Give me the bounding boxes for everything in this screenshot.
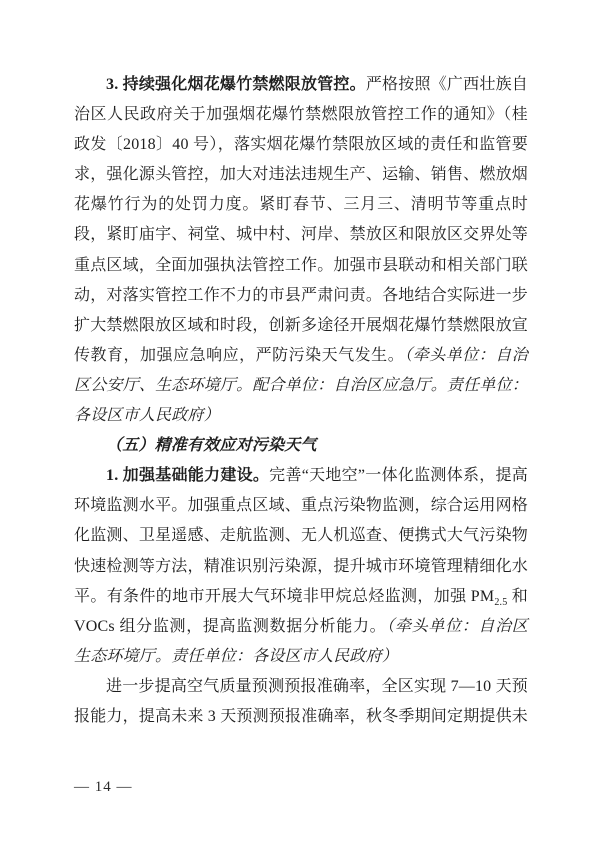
paragraph-forecast-accuracy: 进一步提高空气质量预测预报准确率，全区实现 7—10 天预报能力，提高未来 3 天预测预报准确率，秋冬季期间定期提供未 (74, 677, 529, 725)
page-number: — 14 — (74, 779, 133, 795)
document-body (74, 70, 528, 732)
paragraph-fireworks-units-annotation: （牵头单位：自治区公安厅、生态环境厅。配合单位：自治区应急厅。责任单位：各设区市人民政府） (74, 346, 528, 425)
paragraph-fireworks-control (74, 70, 528, 431)
paragraph-capacity-building (74, 461, 528, 672)
paragraph-capacity-units-annotation: （牵头单位：自治区生态环境厅。责任单位：各设区市人民政府） (74, 617, 528, 665)
section-heading-five: （五）精准有效应对污染天气 (106, 437, 317, 455)
paragraph-fireworks-bold-lead: 3. 持续强化烟花爆竹禁燃限放管控。 (106, 76, 366, 93)
paragraph-fireworks-body: 严格按照《广西壮族自治区人民政府关于加强烟花爆竹禁燃限放管控工作的通知》（桂政发〔2018〕40 号），落实烟花爆竹禁限放区域的责任和监管要求，强化源头管控，加大对违法违规生产、运输、销售、燃放烟花爆竹行为的处罚力度。紧盯春节、三月三、清明节等重点时段，紧盯庙宇、祠堂、城中村、河岸、禁放区和限放区交界处等重点区域，全面加强执法管控工作。加强市县联动和相关部门联动，对落实管控工作不力的市县严肃问责。各地结合实际进一步扩大禁燃限放区域和时段，创新多途径开展烟花爆竹禁燃限放宣传教育，加强应急响应，严防污染天气发生。 (74, 76, 528, 364)
pm25-subscript: 2.5 (494, 596, 508, 608)
paragraph-capacity-body-before-subscript: 完善“天地空”一体化监测体系，提高环境监测水平。加强重点区域、重点污染物监测，综合运用网格化监测、卫星遥感、走航监测、无人机巡查、便携式大气污染物快速检测等方法，精准识别污染源，提升城市环境管理精细化水平。有条件的地市开展大气环境非甲烷总烃监测，加强 PM (74, 467, 528, 605)
paragraph-capacity-body-after-subscript: 和 VOCs 组分监测，提高监测数据分析能力。 (74, 587, 528, 635)
paragraph-capacity-bold-lead: 1. 加强基础能力建设。 (106, 467, 270, 485)
